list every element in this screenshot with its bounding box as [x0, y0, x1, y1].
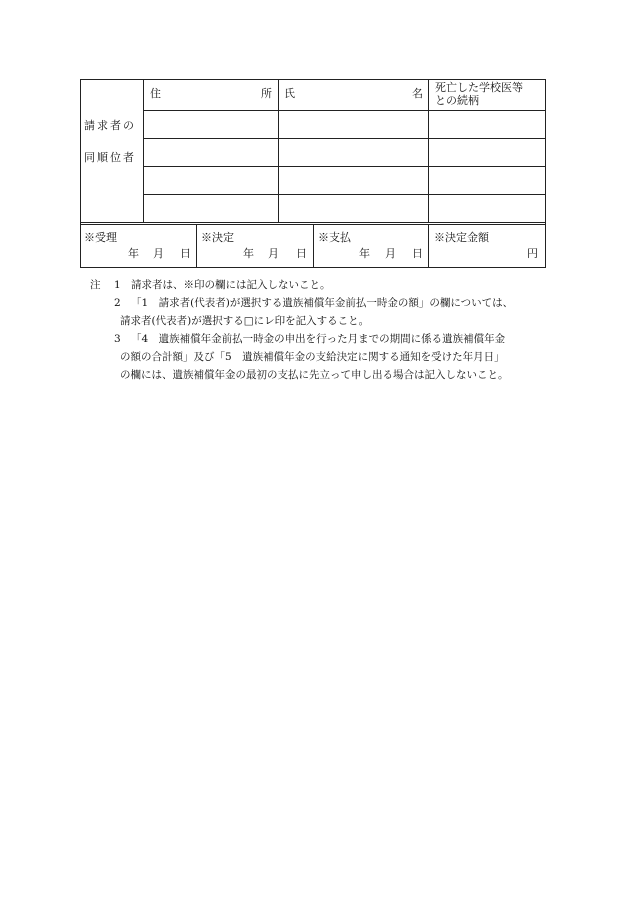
col-address-right: 所: [261, 87, 272, 100]
paid-month: 月: [385, 247, 396, 260]
notes-head: 注: [90, 279, 101, 291]
note-3-line2: の額の合計額」及び「5 遺族補償年金の支給決定に関する通知を受けた年月日」: [120, 351, 505, 363]
col-relation-line1: 死亡した学校医等: [435, 81, 523, 94]
col-relation-line2: との続柄: [435, 94, 479, 107]
note-2-line1: 「1 請求者(代表者)が選択する遺族補償年金前払一時金の額」の欄については、: [131, 297, 514, 309]
col-name-left: 氏: [284, 87, 295, 100]
note-3-line1: 「4 遺族補償年金前払一時金の申出を行った月までの期間に係る遺族補償年金: [131, 333, 506, 345]
decided-label: ※決定: [201, 231, 234, 244]
note-3-number: 3: [114, 333, 121, 345]
amount-label: ※決定金額: [434, 231, 489, 244]
amount-unit: 円: [527, 247, 538, 260]
note-2-number: 2: [114, 297, 121, 309]
paid-day: 日: [412, 247, 423, 260]
row-label-line2: 同順位者: [84, 151, 136, 164]
row-label-line1: 請求者の: [84, 119, 136, 132]
note-1-number: 1: [114, 279, 121, 291]
decided-year: 年: [243, 247, 254, 260]
note-1-text: 請求者は、※印の欄には記入しないこと。: [131, 279, 331, 291]
col-address-left: 住: [150, 87, 161, 100]
col-name-right: 名: [412, 87, 423, 100]
received-day: 日: [180, 247, 191, 260]
received-year: 年: [128, 247, 139, 260]
note-2-line2: 請求者(代表者)が選択する□にレ印を記入すること。: [120, 315, 370, 327]
paid-label: ※支払: [318, 231, 351, 244]
received-month: 月: [153, 247, 164, 260]
note-3-line3: の欄には、遺族補償年金の最初の支払に先立って申し出る場合は記入しないこと。: [120, 369, 509, 381]
received-label: ※受理: [84, 231, 117, 244]
paid-year: 年: [359, 247, 370, 260]
decided-month: 月: [268, 247, 279, 260]
decided-day: 日: [296, 247, 307, 260]
